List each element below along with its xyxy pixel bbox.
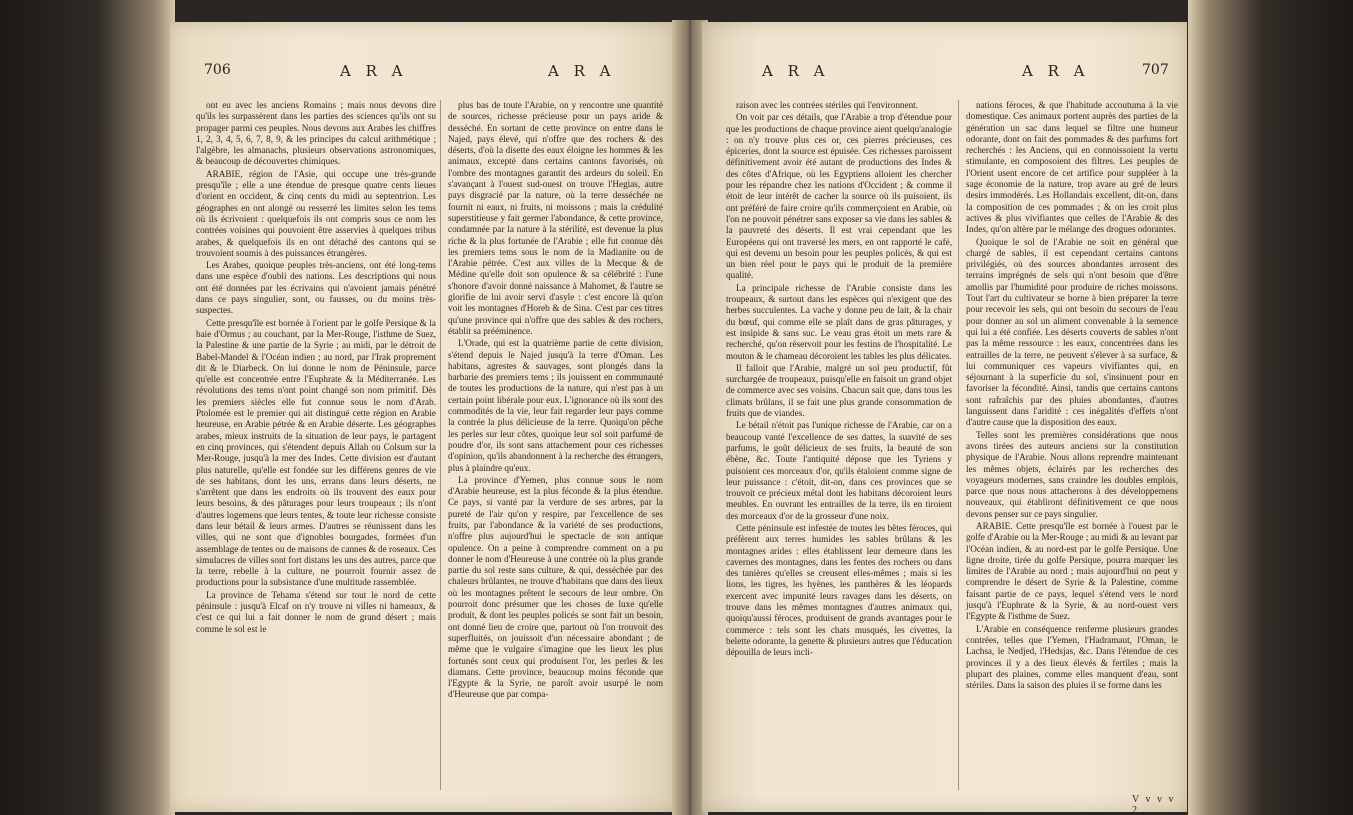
signature-mark: V v v v 2 <box>1132 794 1176 812</box>
left-book-edge <box>0 0 175 815</box>
paragraph: Il falloit que l'Arabie, malgré un sol peu productif, fût surchargée de troupeaux, puisqu'elle en faisoit un grand objet de commerce avec ses voisins. Chacun sait que, dans tous les climats brûlans, il se fait une plus grande consommation de fruits que de viandes. <box>726 362 952 419</box>
paragraph: La principale richesse de l'Arabie consiste dans les troupeaux, & surtout dans les espèces qui n'exigent que des herbes succulentes. La vache y donne peu de lait, & la chair du bœuf, qui comme elle se plaît dans de gras pâturages, y est insipide & sans suc. Le veau gras étoit un mets rare & recherché, qu'on réservoit pour les festins de l'hospitalité. Le mouton & le chameau décoroient les tables les plus délicates. <box>726 282 952 361</box>
paragraph: Les Arabes, quoique peuples très-anciens, ont été long-tems dans une espèce d'oubli des nations. Les descriptions qui nous ont été données par les écrivains qui n'avoient jamais pénétré dans ce pays singulier, sont, ou fausses, ou du moins très-suspectes. <box>196 260 436 316</box>
paragraph: ARABIE. Cette presqu'île est bornée à l'ouest par le golfe d'Arabie ou la Mer-Rouge ; au midi & au levant par l'Océan indien, & au nord-est par le golfe Persique. Une ligne droite, tirée du golfe Persique, pourra marquer les limites de l'Arabie au nord ; mais aujourd'hui on peut y comprendre le désert de Syrie & la Palestine, comme faisant partie de ce pays, lequel s'étend vers le nord jusqu'à l'Euphrate & la Syrie, & au nord-ouest vers l'Egypte & l'isthme de Suez. <box>966 520 1178 622</box>
right-page-header <box>702 62 1187 92</box>
left-column <box>196 100 436 636</box>
paragraph: nations féroces, & que l'habitude accoutuma à la vie domestique. Ces animaux portent auprès des parties de la génération un sac dans lequel se filtre une humeur odorante, dont on fait des pommades & des parfums fort recherchés : les Anciens, qui en connoissoient la vertu stimulante, en composoient des filtres. Les peuples de l'Orient usent encore de cet artifice pour suppléer à la sage économie de la nature, trop avare au gré de leurs desirs immodérés. Les Hollandais excellent, dit-on, dans la composition de ces pommades ; & on les croit plus actives & plus vivifiantes que celles de l'Arabie & des Indes, qu'on altère par le mélange des drogues odorantes. <box>966 100 1178 235</box>
right-column <box>448 100 663 702</box>
left-column <box>726 100 952 660</box>
paragraph: La province de Tehama s'étend sur tout le nord de cette péninsule : jusqu'à Elcaf on n'y trouve ni villes ni hameaux, & c'est ce qui lui a fait donner le nom de grand désert ; mais comme le sol est le <box>196 589 436 634</box>
paragraph: Cette péninsule est infestée de toutes les bêtes féroces, qui préfèrent aux terres humides les sables brûlans & les montagnes arides : elles établissent leur demeure dans les cavernes des montagnes, dans les fentes des rochers ou dans des tanières qu'elles se creusent elles-mêmes ; mais si les lions, les tigres, les hyènes, les panthères & les léopards exercent avec impunité leurs ravages dans les déserts, on trouve dans les mêmes montagnes d'autres animaux qui, quoiqu'aussi féroces, produisent de grands avantages pour le commerce : tels sont les chats musqués, les civettes, la belette odorante, la genette & plusieurs autres que l'éducation dépouilla de leurs incli- <box>726 522 952 658</box>
page-number: 706 <box>204 62 231 78</box>
column-divider <box>440 100 441 790</box>
left-page <box>170 22 678 812</box>
page-number: 707 <box>1142 62 1169 78</box>
right-column <box>966 100 1178 692</box>
right-book-edge <box>1188 0 1353 815</box>
running-head: A R A <box>1022 62 1090 80</box>
right-page <box>702 22 1187 812</box>
paragraph: Quoique le sol de l'Arabie ne soit en général que chargé de sables, il est cependant certains cantons privilégiés, où des sources abondantes arrosent des terrains imprégnés de sels qui n'ont besoin que d'être amollis par l'humidité pour produire de riches moissons. Tout l'art du cultivateur se borne à bien préparer la terre pour recevoir les sels, qui ont besoin du secours de l'eau pour donner au sol un aliment convenable à la semence qui lui a été confiée. Les déserts couverts de sables n'ont pas la même ressource : les eaux, concentrées dans les entrailles de la terre, ne peuvent s'élever à sa surface, & lui communiquer ces vapeurs vivifiantes qui, en séjournant à la superficie du sol, s'insinuent pour en favoriser la fécondité. Ainsi, tandis que certains cantons sont rafraîchis par des pluies abondantes, d'autres languissent dans l'aridité : ces inégalités d'effets n'ont d'autre cause que la disposition des eaux. <box>966 236 1178 428</box>
paragraph: L'Orade, qui est la quatrième partie de cette division, s'étend depuis le Najed jusqu'à la terre d'Oman. Les habitans, agrestes & sauvages, sont plongés dans la barbarie des premiers tems ; ils jouissent en communauté de toutes les productions de la nature, qui n'est pas à un certain point libérale pour eux. L'ignorance où ils sont des commodités de la vie, leur fait regarder leur pays comme la contrée la plus délicieuse de la terre. Quoiqu'on pêche les perles sur leur côtes, quoique leur sol soit parfumé de poudre d'or, ils sont sans attachement pour ces richesses d'opinion, qu'ils abandonnent à la recherche des étrangers, plus à plaindre qu'eux. <box>448 338 663 473</box>
running-head: A R A <box>762 62 830 80</box>
paragraph: Le bétail n'étoit pas l'unique richesse de l'Arabie, car on a beaucoup vanté l'excellence de ses dattes, la suavité de ses parfums, le goût délicieux de ses fruits, la beauté de son ébène, &c. Toute l'antiquité dépose que les Tyriens y puisoient ces morceaux d'or, qu'ils étaloient comme signe de leur puissance : c'étoit, dit-on, dans ces provinces que se trouvoit ce précieux métal dont les habitans décoroient leurs meubles. En ouvrant les entrailles de la terre, ils en tiroient des morceaux d'or de la grosseur d'une noix. <box>726 420 952 521</box>
paragraph: L'Arabie en conséquence renferme plusieurs grandes contrées, telles que l'Yemen, l'Hadramaut, l'Oman, le Lachsa, le Nedjed, l'Hedsjas, &c. Dans l'étendue de ces provinces il y a des lieux élevés & fertiles ; mais la plupart des plaines, comme elles manquent d'eau, sont stériles. Dans la saison des pluies il se forme dans les <box>966 623 1178 691</box>
paragraph: ont eu avec les anciens Romains ; mais nous devons dire qu'ils les surpassèrent dans les parties des sciences qu'ils ont su propager parmi ces peuples. Nous devons aux Arabes les chiffres 1, 2, 3, 4, 5, 6, 7, 8, 9, & les principes du calcul arithmétique ; l'algèbre, les almanachs, plusieurs observations astronomiques, & beaucoup de découvertes chimiques. <box>196 100 436 167</box>
running-head: A R A <box>340 62 408 80</box>
paragraph: La province d'Yemen, plus connue sous le nom d'Arabie heureuse, est la plus féconde & la plus étendue. Ce pays, si vanté par la verdure de ses arbres, par la pureté de l'air qu'on y respire, par l'excellence de ses fruits, par l'abondance & la variété de ses productions, n'offre plus aujourd'hui le spectacle de son antique opulence. On a peine à comprendre comment on a pu donner le nom d'Heureuse à une contrée où la plus grande partie du sol reste sans culture, & qui, desséchée par des chaleurs brûlantes, ne trouve d'habitans que dans des lieux où les montagnes prêtent le secours de leur ombre. On pourroit donc présumer que les choses de luxe qu'elle produit, & dont les peuples policés se sont fait un besoin, ont donné lieu de croire que, partout où l'on trouvoit des superfluités, on jouissoit d'un nécessaire abondant ; de même que le vulgaire s'imagine que les lieux les plus fortunés sont ceux qui produisent l'or, les perles & les diamans. Cette province, beaucoup moins féconde que l'Egypte & la Syrie, ne paroît avoir usurpé le nom d'Heureuse que par compa- <box>448 474 663 700</box>
paragraph: Telles sont les premières considérations que nous avons tirées des auteurs anciens sur la constitution physique de l'Arabie. Nous allons reprendre maintenant les mêmes objets, éclairés par les recherches des voyageurs modernes, sans craindre les doubles emplois, parce que nous nous attacherons à des développemens nouveaux, qui établiront définitivement ce que nous devons penser sur ce pays singulier. <box>966 429 1178 519</box>
left-page-header <box>170 62 678 92</box>
paragraph: On voit par ces détails, que l'Arabie a trop d'étendue pour que les productions de chaque province aient quelqu'analogie : on n'y trouve plus ces or, ces pierres précieuses, ces épiceries, dont la source est épuisée. Ces richesses paroissent définitivement avoir été autant de productions des Indes & des côtes d'Afrique, où les Egyptiens alloient les chercher pour les répandre chez les nations d'Occident ; & comme il étoit de leur intérêt de cacher la source où ils puisoient, ils ont préféré de faire croire qu'ils commerçoient en Arabie, où l'on ne pouvoit pénétrer sans exposer sa vie dans les sables & la pauvreté des déserts. Il est vrai cependant que les Européens qui ont traversé les mers, en ont rapporté le café, qui est devenu un besoin pour les peuples policés, & qui est un bien réel pour le pays qui le produit de la première qualité. <box>726 112 952 281</box>
paragraph: raison avec les contrées stériles qui l'environnent. <box>736 100 919 110</box>
column-divider <box>958 100 959 790</box>
running-head: A R A <box>548 62 616 80</box>
paragraph: ARABIE, région de l'Asie, qui occupe une très-grande presqu'île ; elle a une étendue de presque quatre cents lieues d'orient en occident, & cinq cents du midi au septentrion. Les géographes en ont alongé ou resserré les limites selon les tems où ils écrivoient : quelquefois ils ont compris sous ce nom les contrées voisines qui pouvoient être asservies à quelques tribus arabes, & quelquefois ils en ont détaché des cantons qui se trouvoient soumis à des puissances étrangères. <box>196 168 436 258</box>
paragraph: Cette presqu'île est bornée à l'orient par le golfe Persique & la baie d'Ormus ; au couchant, par la Mer-Rouge, l'isthme de Suez, la Palestine & une partie de la Syrie ; au midi, par le détroit de Babel-Mandel & l'Océan indien ; au nord, par l'Irak proprement dit & le Diarbeck. On lui donne le nom de Péninsule, parce qu'elle est concentrée entre l'Euphrate & la Méditerranée. Les révolutions des tems n'ont point changé son nom primitif. Dès les premiers siècles elle fut connue sous le nom d'Arab. Ptolomée est le premier qui ait distingué cette région en Arabie heureuse, en Arabie pétrée & en Arabie déserte. Les géographes arabes, mieux instruits de la situation de leur pays, le partagent en cinq provinces, qui s'étendent depuis Allah ou Colsum sur la Mer-Rouge, jusqu'à la mer des Indes. Cette division est d'autant plus naturelle, qu'elle est fondée sur les différens genres de vie de ses habitans, dont les uns, errans dans leurs déserts, ne s'arrêtent que dans les endroits où ils trouvent des eaux pour leurs besoins, & des pâturages pour leurs troupeaux ; ils n'ont d'autres logemens que leurs tentes, & toute leur richesse consiste dans leur bétail & leurs armes. D'autres se réunissent dans les villes, qui ne sont que d'ignobles bourgades, formées d'un assemblage de tentes ou de maisons de cannes & de roseaux. Ces simulacres de villes sont fort distans les uns des autres, parce que la terre, rebelle à la culture, ne pourroit fournir assez de productions pour la subsistance d'une multitude rassemblée. <box>196 317 436 588</box>
paragraph: plus bas de toute l'Arabie, on y rencontre une quantité de sources, richesse précieuse pour un pays aride & desséché. En sortant de cette province on entre dans le Najed, pays élevé, qui n'offre que des rochers & des déserts, d'où la disette des eaux éloigne les hommes & les animaux, excepté dans certains cantons favorisés, où l'ombre des montagnes garantit des ardeurs du soleil. En s'avançant à l'ouest sud-ouest on trouve l'Hegias, autre pays disgracié par la nature, où la terre desséchée ne fournit ni eaux, ni fruits, ni moissons ; mais la crédulité superstitieuse y fait germer l'abondance, & cette province, condamnée par la nature à la stérilité, est devenue la plus riche & la plus fortunée de l'Arabie ; elle fut connue dès les premiers tems sous le nom de la Madianite ou de l'Arabie pétrée. C'est aux villes de la Mecque & de Médine qu'elle doit son opulence & sa célébrité : l'une s'honore d'avoir donné naissance à Mahomet, & l'autre se glorifie de lui avoir servi d'asyle : c'est encore là qu'on voit les montagnes d'Horeb & de Sina. C'est par ces titres qu'une province qui n'offre que des sables & des rochers, établit sa prééminence. <box>448 100 663 336</box>
